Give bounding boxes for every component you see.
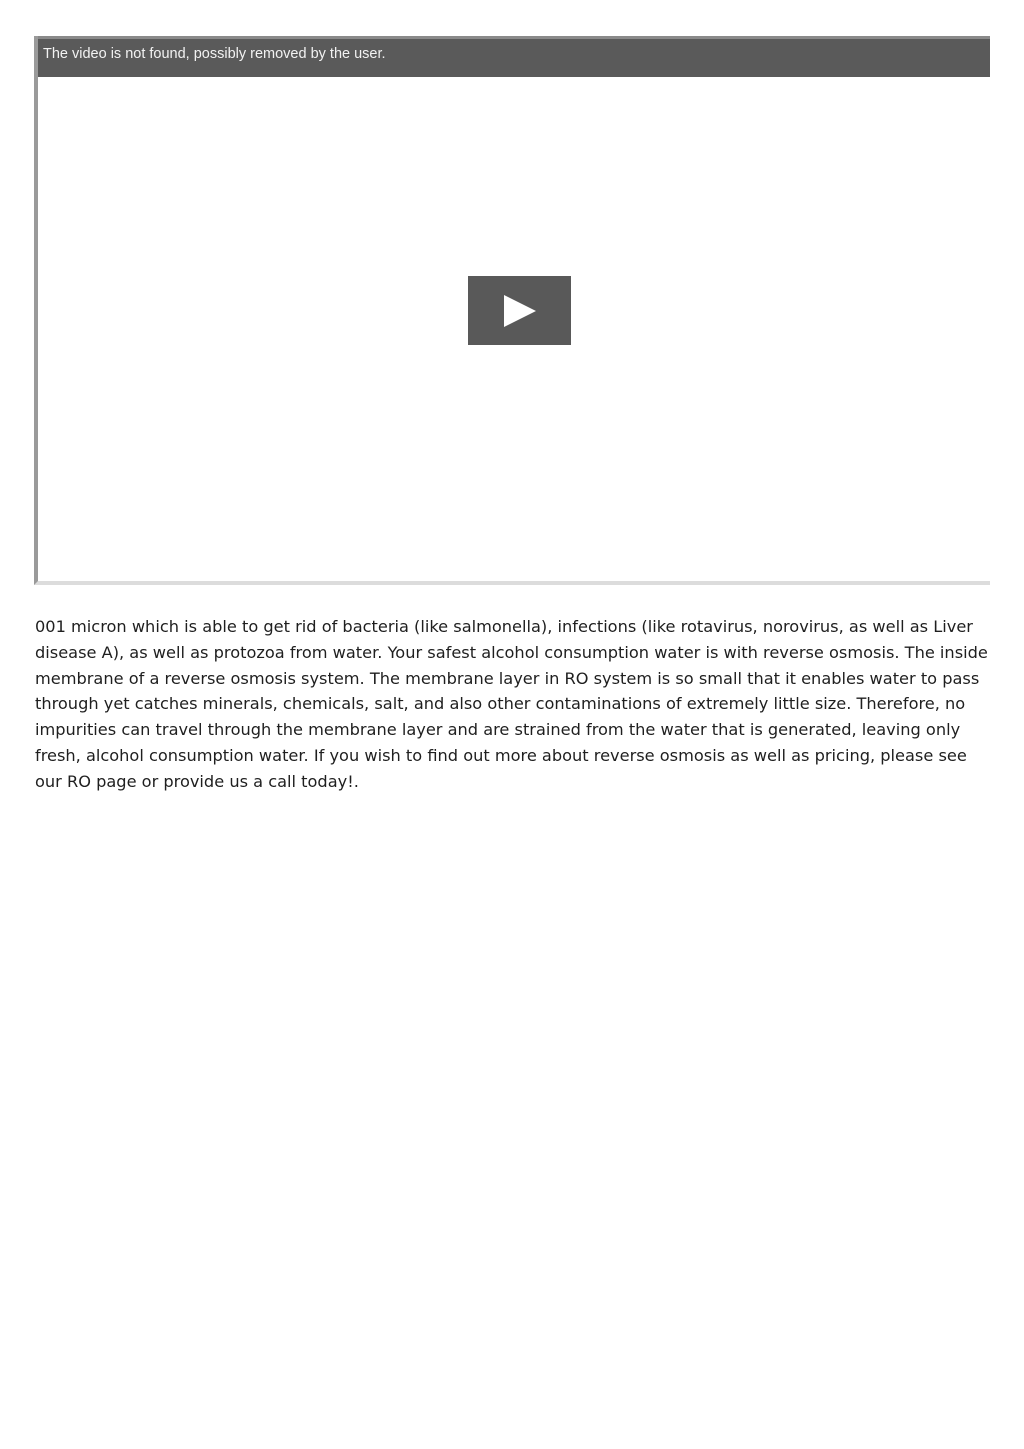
play-button[interactable] [468,276,571,345]
video-error-bar [38,36,990,77]
video-error-message: The video is not found, possibly removed by the user. [43,46,386,62]
video-player[interactable] [34,36,990,585]
play-triangle-icon [502,293,538,329]
article-paragraph: 001 micron which is able to get rid of bacteria (like salmonella), infections (like rotavirus, norovirus, as well as Liver disease A), as well as protozoa from water. Your safest alcohol consumption water is with reverse osmosis. The inside membrane of a reverse osmosis system. The membrane layer in RO system is so small that it enables water to pass through yet catches minerals, chemicals, salt, and also other contaminations of extremely little size. Therefore, no impurities can travel through the membrane layer and are strained from the water that is generated, leaving only fresh, alcohol consumption water. If you wish to find out more about reverse osmosis as well as pricing, please see our RO page or provide us a call today!. [35,617,988,791]
